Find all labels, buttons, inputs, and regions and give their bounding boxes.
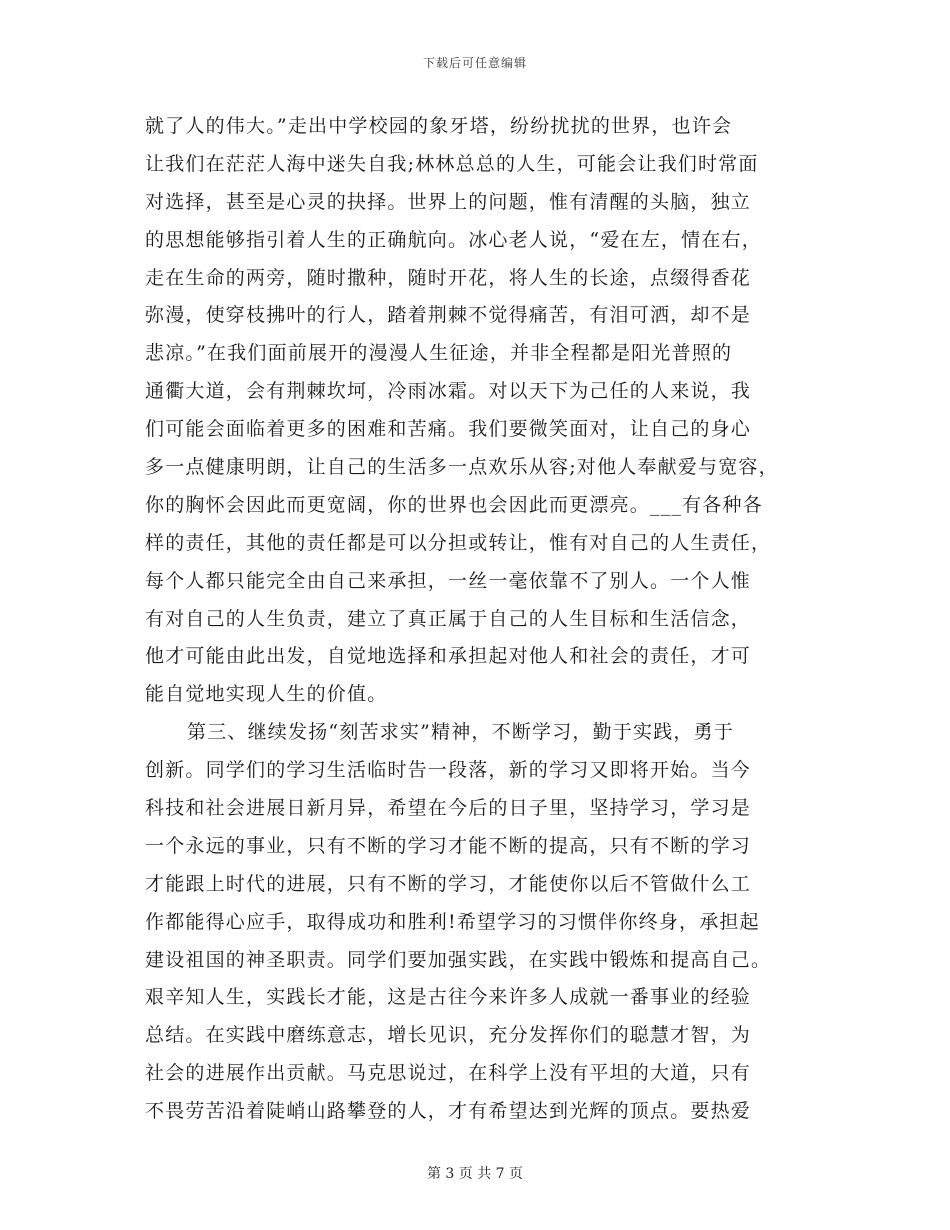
text-line: 艰辛知人生，实践长才能，这是古往今来许多人成就一番事业的经验 <box>145 986 752 1009</box>
text-line: 有对自己的人生负责，建立了真正属于自己的人生目标和生活信念， <box>145 607 752 630</box>
text-line: 走在生命的两旁，随时撒种，随时开花，将人生的长途，点缀得香花 <box>145 266 752 289</box>
page-number: 第 3 页 共 7 页 <box>426 1166 524 1182</box>
text-line: 建设祖国的神圣职责。同学们要加强实践，在实践中锻炼和提高自己。 <box>145 948 772 971</box>
text-line: 总结。在实践中磨练意志，增长见识，充分发挥你们的聪慧才智，为 <box>145 1024 752 1047</box>
text-line: 的思想能够指引着人生的正确航向。冰心老人说，“爱在左，情在右， <box>145 228 762 251</box>
text-line: 通衢大道，会有荆棘坎坷，冷雨冰霜。对以天下为己任的人来说，我 <box>145 380 752 403</box>
text-line: 每个人都只能完全由自己来承担，一丝一毫依靠不了别人。一个人惟 <box>145 569 752 592</box>
text-line: 不畏劳苦沿着陡峭山路攀登的人，才有希望达到光辉的顶点。要热爱 <box>145 1100 752 1123</box>
text-line: 一个永远的事业，只有不断的学习才能不断的提高，只有不断的学习 <box>145 834 752 857</box>
text-line: 才能跟上时代的进展，只有不断的学习，才能使你以后不管做什么工 <box>145 872 752 895</box>
paragraph-start-line: 第三、继续发扬“刻苦求实”精神，不断学习，勤于实践，勇于 <box>187 721 735 744</box>
page-header: 下载后可任意编辑 <box>422 56 527 70</box>
text-line: 能自觉地实现人生的价值。 <box>145 683 388 706</box>
text-line: 社会的进展作出贡献。马克思说过，在科学上没有平坦的大道，只有 <box>145 1062 752 1085</box>
document-body <box>145 108 815 1131</box>
text-line: 弥漫，使穿枝拂叶的行人，踏着荆棘不觉得痛苦，有泪可洒，却不是 <box>145 304 752 327</box>
text-line: 就了人的伟大。”走出中学校园的象牙塔，纷纷扰扰的世界，也许会 <box>145 115 733 137</box>
text-line: 创新。同学们的学习生活临时告一段落，新的学习又即将开始。当今 <box>145 759 752 782</box>
text-line: 作都能得心应手，取得成功和胜利!希望学习的习惯伴你终身，承担起 <box>145 910 760 933</box>
text-line: 对选择，甚至是心灵的抉择。世界上的问题，惟有清醒的头脑，独立 <box>145 190 752 213</box>
text-line: 他才可能由此出发，自觉地选择和承担起对他人和社会的责任，才可 <box>145 645 752 668</box>
text-line: 科技和社会进展日新月异，希望在今后的日子里，坚持学习，学习是 <box>145 797 752 820</box>
text-line: 多一点健康明朗，让自己的生活多一点欢乐从容;对他人奉献爱与宽容， <box>145 456 779 479</box>
text-line: 你的胸怀会因此而更宽阔，你的世界也会因此而更漂亮。___有各种各 <box>145 493 763 516</box>
text-line: 悲凉。”在我们面前展开的漫漫人生征途，并非全程都是阳光普照的 <box>145 342 733 365</box>
text-line: 让我们在茫茫人海中迷失自我;林林总总的人生，可能会让我们时常面 <box>145 152 759 175</box>
text-line: 们可能会面临着更多的困难和苦痛。我们要微笑面对，让自己的身心 <box>145 418 752 441</box>
text-line: 样的责任，其他的责任都是可以分担或转让，惟有对自己的人生责任， <box>145 531 772 554</box>
